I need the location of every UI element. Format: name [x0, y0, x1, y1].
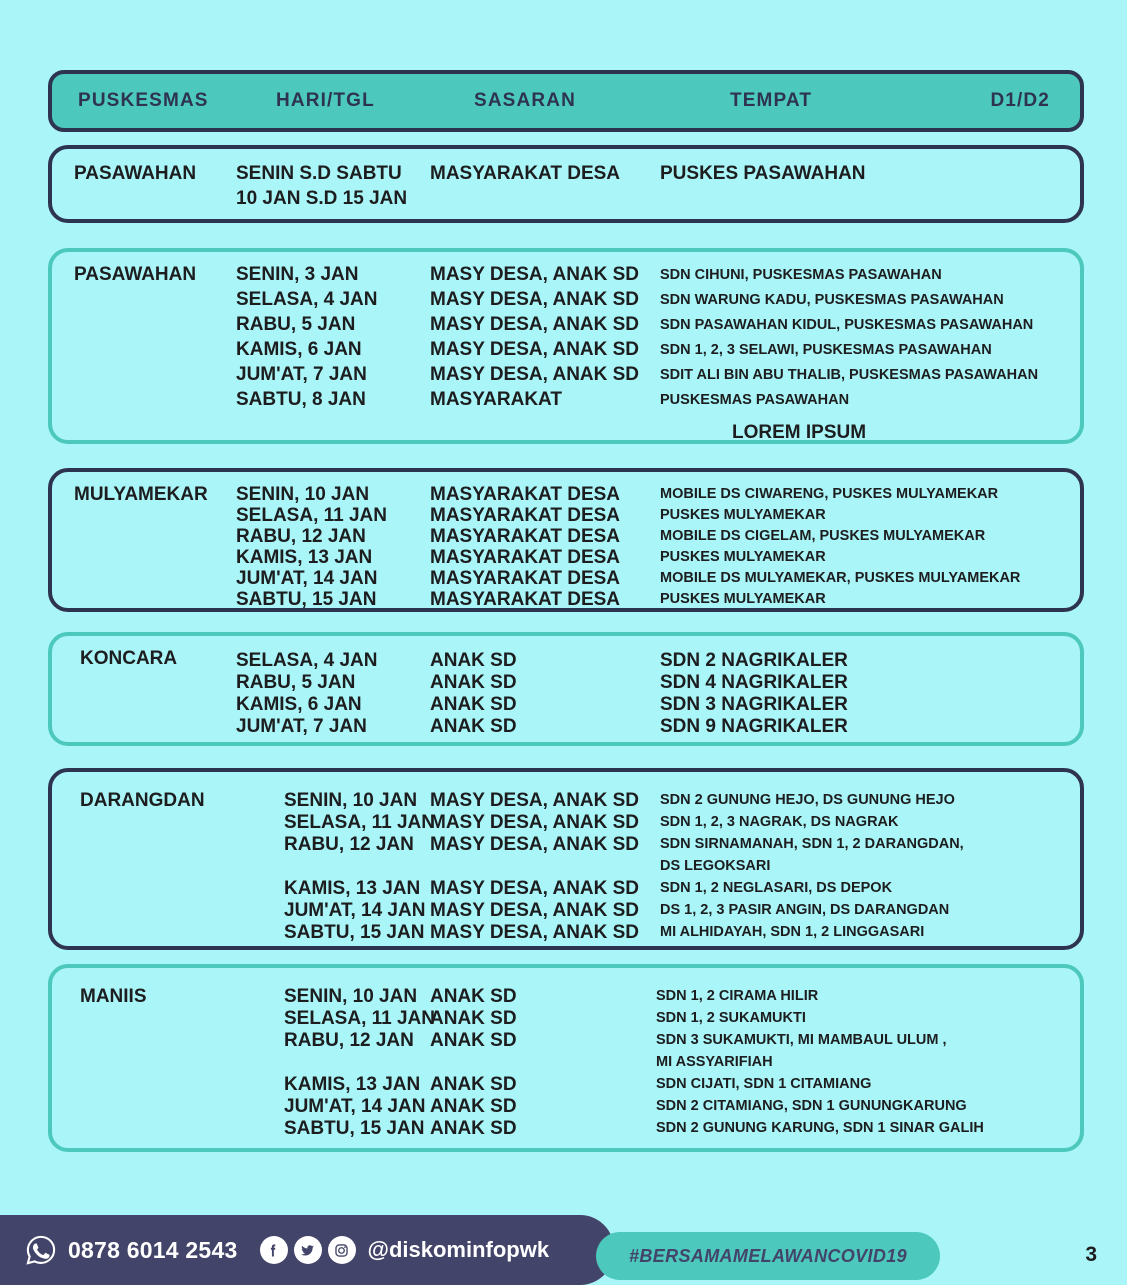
tempat-line: MOBILE DS MULYAMEKAR, PUSKES MULYAMEKAR [660, 570, 1021, 586]
hari-tgl-line: SELASA, 11 JAN [236, 505, 387, 526]
tempat-line: SDN CIJATI, SDN 1 CITAMIANG [656, 1076, 872, 1092]
tempat-line: SDN 1, 2, 3 NAGRAK, DS NAGRAK [660, 814, 899, 830]
hari-tgl-line: SENIN S.D SABTU [236, 163, 402, 184]
tempat-line: MOBILE DS CIWARENG, PUSKES MULYAMEKAR [660, 486, 999, 502]
hari-tgl-line: RABU, 12 JAN [284, 834, 414, 855]
sasaran-line: MASY DESA, ANAK SD [430, 339, 640, 360]
sasaran-line: ANAK SD [430, 694, 517, 715]
tempat-line: PUSKESMAS PASAWAHAN [660, 392, 850, 408]
sasaran-line: MASY DESA, ANAK SD [430, 900, 640, 921]
hari-tgl-line: RABU, 5 JAN [236, 672, 356, 693]
footer-contact-bar [0, 1215, 614, 1285]
sasaran-line: MASY DESA, ANAK SD [430, 812, 640, 833]
card-mulyamekar [48, 468, 1084, 612]
sasaran-line: ANAK SD [430, 1118, 517, 1139]
footer-social-icons [260, 1236, 356, 1264]
footer-hashtag-badge [596, 1232, 940, 1280]
puskesmas-name: MANIIS [80, 986, 147, 1007]
card-darangdan [48, 768, 1084, 950]
tempat-line: SDN 9 NAGRIKALER [660, 716, 848, 737]
sasaran-line: MASY DESA, ANAK SD [430, 364, 640, 385]
sasaran-line: ANAK SD [430, 1074, 517, 1095]
tempat-line: SDN 2 GUNUNG KARUNG, SDN 1 SINAR GALIH [656, 1120, 984, 1136]
tempat-line: SDN 3 NAGRIKALER [660, 694, 848, 715]
instagram-icon[interactable] [328, 1236, 356, 1264]
tempat-line: SDN SIRNAMANAH, SDN 1, 2 DARANGDAN, [660, 836, 964, 852]
tempat-line: SDN CIHUNI, PUSKESMAS PASAWAHAN [660, 267, 942, 283]
hari-tgl-line: SELASA, 11 JAN [284, 812, 435, 833]
sasaran-line: ANAK SD [430, 650, 517, 671]
hari-tgl-line: JUM'AT, 7 JAN [236, 364, 367, 385]
sasaran-line: ANAK SD [430, 1096, 517, 1117]
hari-tgl-line: 10 JAN S.D 15 JAN [236, 188, 408, 209]
tempat-line: MI ASSYARIFIAH [656, 1054, 773, 1070]
tempat-line: SDN 1, 2 NEGLASARI, DS DEPOK [660, 880, 893, 896]
hari-tgl-line: KAMIS, 13 JAN [284, 1074, 421, 1095]
tempat-line: SDN WARUNG KADU, PUSKESMAS PASAWAHAN [660, 292, 1004, 308]
hari-tgl-line: RABU, 5 JAN [236, 314, 356, 335]
card-pasawahan-detail [48, 248, 1084, 444]
puskesmas-name: KONCARA [80, 648, 178, 669]
table-header-bar [48, 70, 1084, 132]
card-pasawahan-summary [48, 145, 1084, 223]
sasaran-line: MASYARAKAT DESA [430, 547, 621, 568]
column-header-sasaran: SASARAN [474, 90, 576, 111]
hari-tgl-line: KAMIS, 13 JAN [284, 878, 421, 899]
tempat-line: DS LEGOKSARI [660, 858, 771, 874]
hari-tgl-line: RABU, 12 JAN [284, 1030, 414, 1051]
tempat-line: PUSKES MULYAMEKAR [660, 549, 826, 565]
tempat-line: MI ALHIDAYAH, SDN 1, 2 LINGGASARI [660, 924, 925, 940]
sasaran-line: MASY DESA, ANAK SD [430, 878, 640, 899]
hari-tgl-line: SELASA, 4 JAN [236, 289, 378, 310]
hari-tgl-line: JUM'AT, 14 JAN [284, 1096, 426, 1117]
column-header-d1-d2: D1/D2 [990, 90, 1050, 111]
hari-tgl-line: RABU, 12 JAN [236, 526, 366, 547]
tempat-line: SDN 1, 2 CIRAMA HILIR [656, 988, 819, 1004]
tempat-line: SDN 1, 2 SUKAMUKTI [656, 1010, 806, 1026]
sasaran-line: ANAK SD [430, 986, 517, 1007]
tempat-line: SDN 3 SUKAMUKTI, MI MAMBAUL ULUM , [656, 1032, 947, 1048]
facebook-icon[interactable] [260, 1236, 288, 1264]
whatsapp-icon [26, 1235, 56, 1265]
sasaran-line: MASYARAKAT DESA [430, 484, 621, 505]
page-number: 3 [1085, 1243, 1097, 1266]
sasaran-line: ANAK SD [430, 672, 517, 693]
tempat-line: SDN 1, 2, 3 SELAWI, PUSKESMAS PASAWAHAN [660, 342, 992, 358]
sasaran-line: MASY DESA, ANAK SD [430, 289, 640, 310]
hari-tgl-line: SABTU, 8 JAN [236, 389, 366, 410]
hari-tgl-line: JUM'AT, 7 JAN [236, 716, 367, 737]
sasaran-line: MASYARAKAT [430, 389, 562, 410]
footer-hashtag-text: #BERSAMAMELAWANCOVID19 [629, 1245, 907, 1266]
card-koncara [48, 632, 1084, 746]
hari-tgl-line: SABTU, 15 JAN [284, 1118, 425, 1139]
twitter-icon[interactable] [294, 1236, 322, 1264]
hari-tgl-line: SELASA, 4 JAN [236, 650, 378, 671]
sasaran-line: MASY DESA, ANAK SD [430, 834, 640, 855]
tempat-line: SDN 2 NAGRIKALER [660, 650, 848, 671]
hari-tgl-line: SENIN, 10 JAN [284, 986, 418, 1007]
tempat-line: PUSKES PASAWAHAN [660, 163, 866, 184]
hari-tgl-line: KAMIS, 6 JAN [236, 694, 362, 715]
hari-tgl-line: SENIN, 3 JAN [236, 264, 359, 285]
sasaran-line: MASY DESA, ANAK SD [430, 314, 640, 335]
puskesmas-name: PASAWAHAN [74, 163, 197, 184]
tempat-line: SDIT ALI BIN ABU THALIB, PUSKESMAS PASAWAHAN [660, 367, 1039, 383]
puskesmas-name: MULYAMEKAR [74, 484, 208, 505]
hari-tgl-line: SENIN, 10 JAN [236, 484, 370, 505]
tempat-line: SDN 2 CITAMIANG, SDN 1 GUNUNGKARUNG [656, 1098, 967, 1114]
footer-social-handle[interactable]: @diskominfopwk [367, 1237, 550, 1262]
hari-tgl-line: JUM'AT, 14 JAN [236, 568, 378, 589]
sasaran-line: MASY DESA, ANAK SD [430, 790, 640, 811]
tempat-line: SDN PASAWAHAN KIDUL, PUSKESMAS PASAWAHAN [660, 317, 1034, 333]
sasaran-line: MASY DESA, ANAK SD [430, 264, 640, 285]
hari-tgl-line: SENIN, 10 JAN [284, 790, 418, 811]
card-footnote: LOREM IPSUM [732, 422, 867, 443]
tempat-line: PUSKES MULYAMEKAR [660, 591, 826, 607]
sasaran-line: ANAK SD [430, 716, 517, 737]
sasaran-line: MASYARAKAT DESA [430, 163, 621, 184]
hari-tgl-line: KAMIS, 13 JAN [236, 547, 373, 568]
puskesmas-name: PASAWAHAN [74, 264, 197, 285]
sasaran-line: MASYARAKAT DESA [430, 526, 621, 547]
footer-phone-number[interactable]: 0878 6014 2543 [68, 1236, 238, 1263]
sasaran-line: MASYARAKAT DESA [430, 568, 621, 589]
tempat-line: PUSKES MULYAMEKAR [660, 507, 826, 523]
tempat-line: SDN 4 NAGRIKALER [660, 672, 848, 693]
column-header-puskesmas: PUSKESMAS [78, 90, 209, 111]
sasaran-line: MASYARAKAT DESA [430, 589, 621, 610]
sasaran-line: ANAK SD [430, 1008, 517, 1029]
sasaran-line: MASYARAKAT DESA [430, 505, 621, 526]
hari-tgl-line: SABTU, 15 JAN [284, 922, 425, 943]
column-header-hari-tgl: HARI/TGL [276, 90, 375, 111]
tempat-line: DS 1, 2, 3 PASIR ANGIN, DS DARANGDAN [660, 902, 950, 918]
column-header-tempat: TEMPAT [730, 90, 813, 111]
tempat-line: MOBILE DS CIGELAM, PUSKES MULYAMEKAR [660, 528, 986, 544]
tempat-line: SDN 2 GUNUNG HEJO, DS GUNUNG HEJO [660, 792, 955, 808]
puskesmas-name: DARANGDAN [80, 790, 205, 811]
sasaran-line: MASY DESA, ANAK SD [430, 922, 640, 943]
sasaran-line: ANAK SD [430, 1030, 517, 1051]
hari-tgl-line: KAMIS, 6 JAN [236, 339, 362, 360]
hari-tgl-line: SELASA, 11 JAN [284, 1008, 435, 1029]
hari-tgl-line: JUM'AT, 14 JAN [284, 900, 426, 921]
card-maniis [48, 964, 1084, 1152]
hari-tgl-line: SABTU, 15 JAN [236, 589, 377, 610]
